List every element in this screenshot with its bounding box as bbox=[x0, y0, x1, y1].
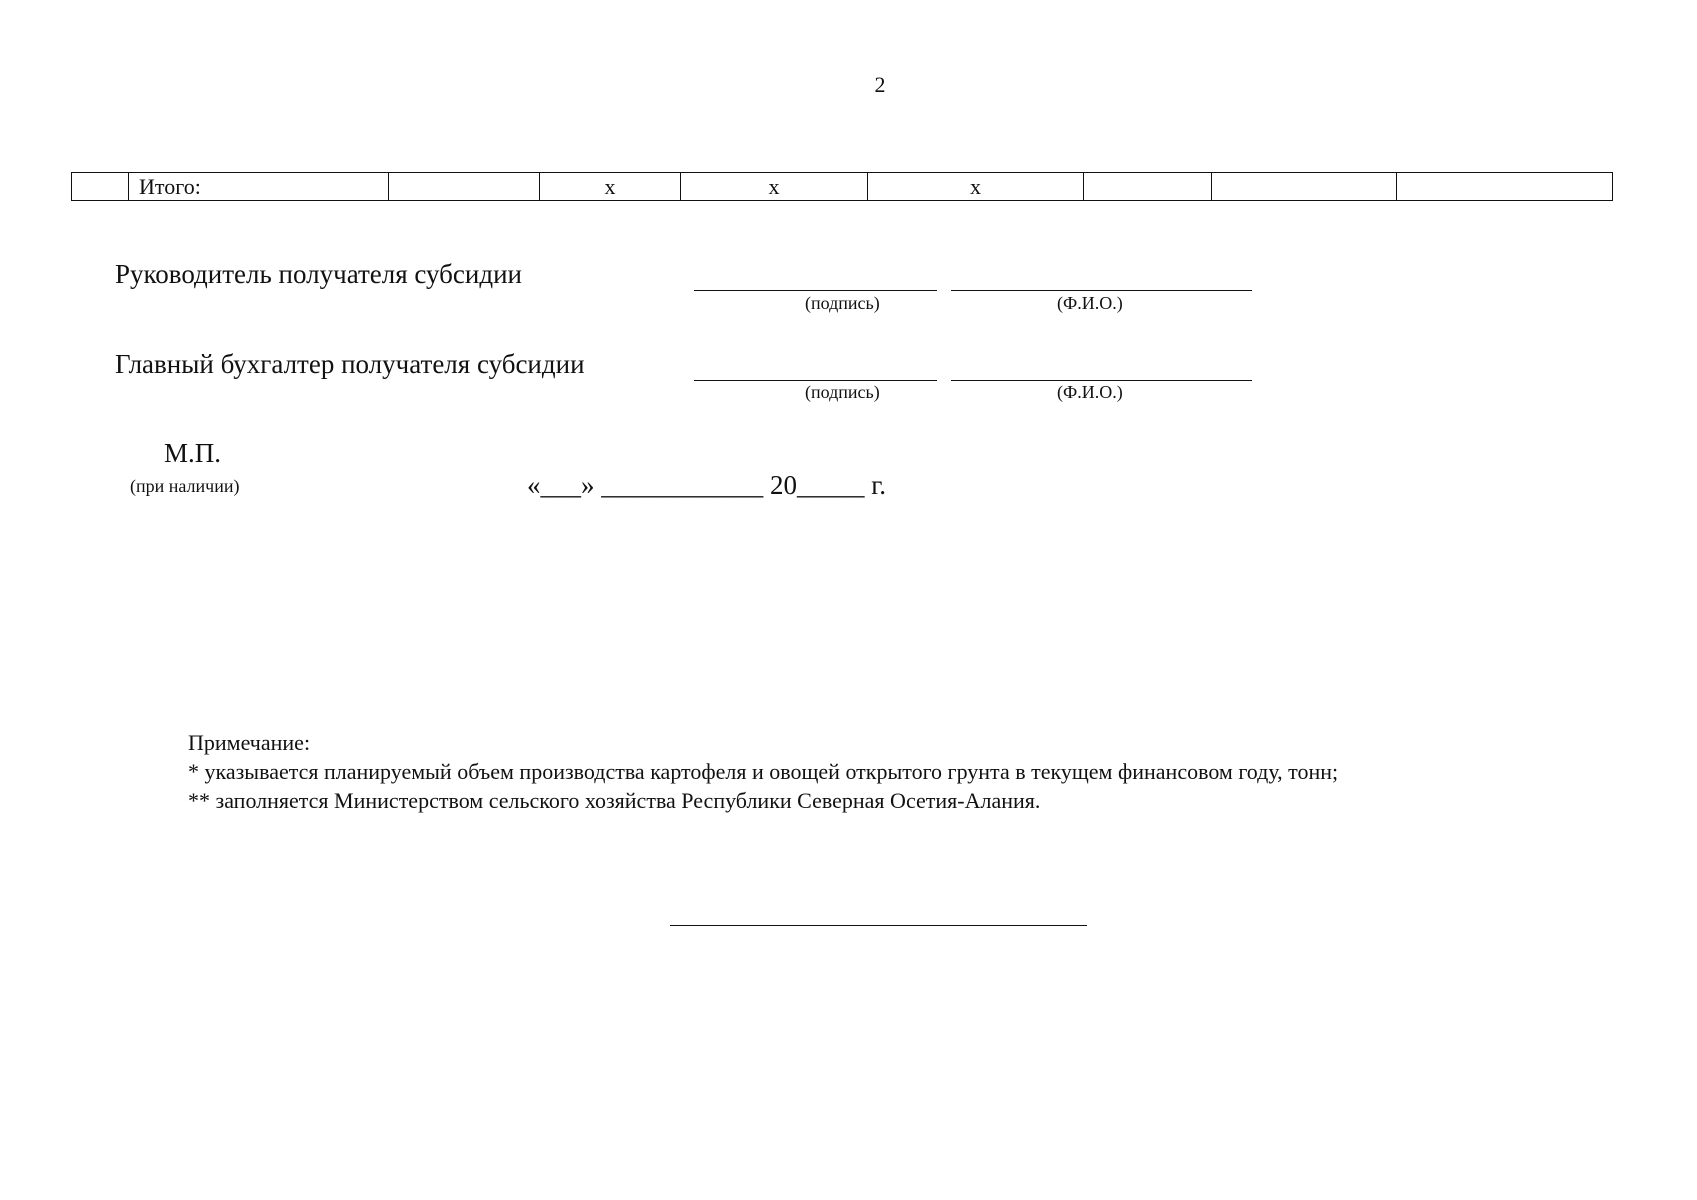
head-signature-line bbox=[694, 290, 937, 291]
page-number: 2 bbox=[874, 72, 886, 97]
totals-cell: х bbox=[868, 173, 1084, 201]
notes-heading: Примечание: bbox=[188, 730, 311, 755]
head-name-caption: (Ф.И.О.) bbox=[1057, 293, 1123, 313]
head-signature-label: Руководитель получателя субсидии bbox=[115, 259, 522, 289]
totals-cell bbox=[1397, 173, 1613, 201]
stamp-label: М.П. bbox=[164, 438, 222, 468]
totals-cell bbox=[1212, 173, 1397, 201]
accountant-signature-caption: (подпись) bbox=[805, 382, 880, 402]
notes-line: ** заполняется Министерством сельского хозяйства Республики Северная Осетия-Алания. bbox=[188, 788, 1041, 813]
totals-row bbox=[72, 173, 1613, 201]
head-name-line bbox=[951, 290, 1252, 291]
totals-label: Итого: bbox=[129, 173, 389, 201]
totals-table bbox=[71, 172, 1613, 201]
date-line: «___» ____________ 20_____ г. bbox=[527, 470, 887, 500]
totals-cell bbox=[1084, 173, 1212, 201]
accountant-name-line bbox=[951, 380, 1252, 381]
totals-cell: х bbox=[681, 173, 868, 201]
notes-line: * указывается планируемый объем производства картофеля и овощей открытого грунта в текущем финансовом году, тонн; bbox=[188, 759, 1339, 784]
accountant-name-caption: (Ф.И.О.) bbox=[1057, 382, 1123, 402]
totals-cell: х bbox=[540, 173, 681, 201]
notes-block bbox=[188, 728, 1338, 815]
bottom-divider bbox=[670, 925, 1087, 926]
head-signature-caption: (подпись) bbox=[805, 293, 880, 313]
totals-cell bbox=[389, 173, 540, 201]
accountant-signature-label: Главный бухгалтер получателя субсидии bbox=[115, 349, 585, 379]
stamp-caption: (при наличии) bbox=[130, 476, 240, 496]
accountant-signature-line bbox=[694, 380, 937, 381]
totals-cell bbox=[72, 173, 129, 201]
